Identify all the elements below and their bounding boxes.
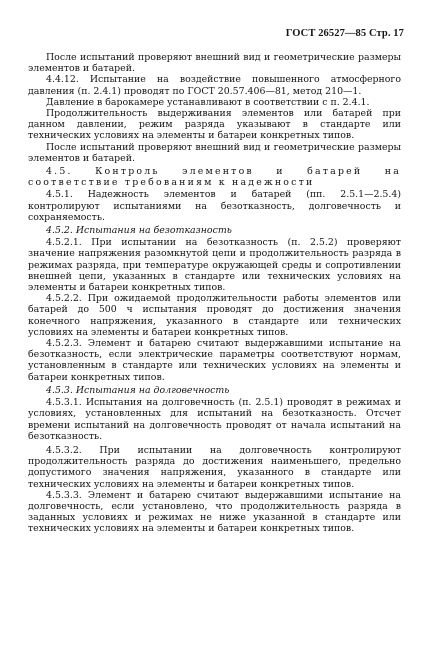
subsection-heading: 4.5.3. Испытания на долговечность (46, 384, 230, 396)
paragraph: 4.5.2.3. Элемент и батарею считают выдержавшими испытание на безотказность, если электрические параметры соответствуют нормам, установленным в стандарте или технических условиях на элементы и батареи конкретных типов. (28, 338, 401, 383)
paragraph: 4.4.12. Испытание на воздействие повышенного атмосферного давления (п. 2.4.1) проводят по ГОСТ 20.57.406—81, метод 210—1. (28, 74, 401, 97)
paragraph: 4.5.3.1. Испытания на долговечность (п. 2.5.1) проводят в режимах и условиях, установленных для испытаний на безотказность. Отсчет времени испытаний на долговечность проводят от начала испытаний на безотказность. (28, 397, 401, 442)
paragraph: 4.5.1. Надежность элементов и батарей (пп. 2.5.1—2.5.4) контролируют испытаниями на безотказность, долговечность и сохраняемость. (28, 189, 401, 223)
paragraph: Продолжительность выдерживания элементов или батарей при данном давлении, режим разряда указывают в стандарте или технических условиях на элементы и батареи конкретных типов. (28, 108, 401, 142)
paragraph: 4.5.3.2. При испытании на долговечность контролируют продолжительность разряда до достижения наименьшего, предельно допустимого значения напряжения, указанного в стандарте или технических условиях на элементы и батареи конкретных типов. (28, 444, 401, 490)
document-body (28, 52, 401, 535)
paragraph: После испытаний проверяют внешний вид и геометрические размеры элементов и батарей. (28, 141, 401, 164)
section-heading: 4.5. Контроль элементов и батарей на соответствие требованиям к надежности (28, 166, 401, 189)
page-header: ГОСТ 26527—85 Стр. 17 (285, 28, 404, 39)
paragraph: 4.5.2.1. При испытании на безотказность (п. 2.5.2) проверяют значение напряжения разомкнутой цепи и продолжительность разряда в режимах разряда, при температуре окружающей среды и сопротивлении внешней цепи, указанных в стандарте или технических условиях на элементы и батареи конкретных типов. (28, 237, 401, 294)
paragraph: 4.5.2.2. При ожидаемой продолжительности работы элементов или батарей до 500 ч испытания проводят до достижения значения конечного напряжения, указанного в стандарте или технических условиях на элементы и батареи конкретных типов. (28, 293, 401, 338)
paragraph: После испытаний проверяют внешний вид и геометрические размеры элементов и батарей. (28, 52, 401, 75)
paragraph: 4.5.3.3. Элемент и батарею считают выдержавшими испытание на долговечность, если установлено, что продолжительность разряда в заданных условиях и режимах не ниже указанной в стандарте или технических условиях на элементы и батареи конкретных типов. (28, 489, 401, 535)
paragraph: Давление в барокамере устанавливают в соответствии с п. 2.4.1. (46, 96, 370, 108)
subsection-heading: 4.5.2. Испытания на безотказность (46, 225, 232, 237)
